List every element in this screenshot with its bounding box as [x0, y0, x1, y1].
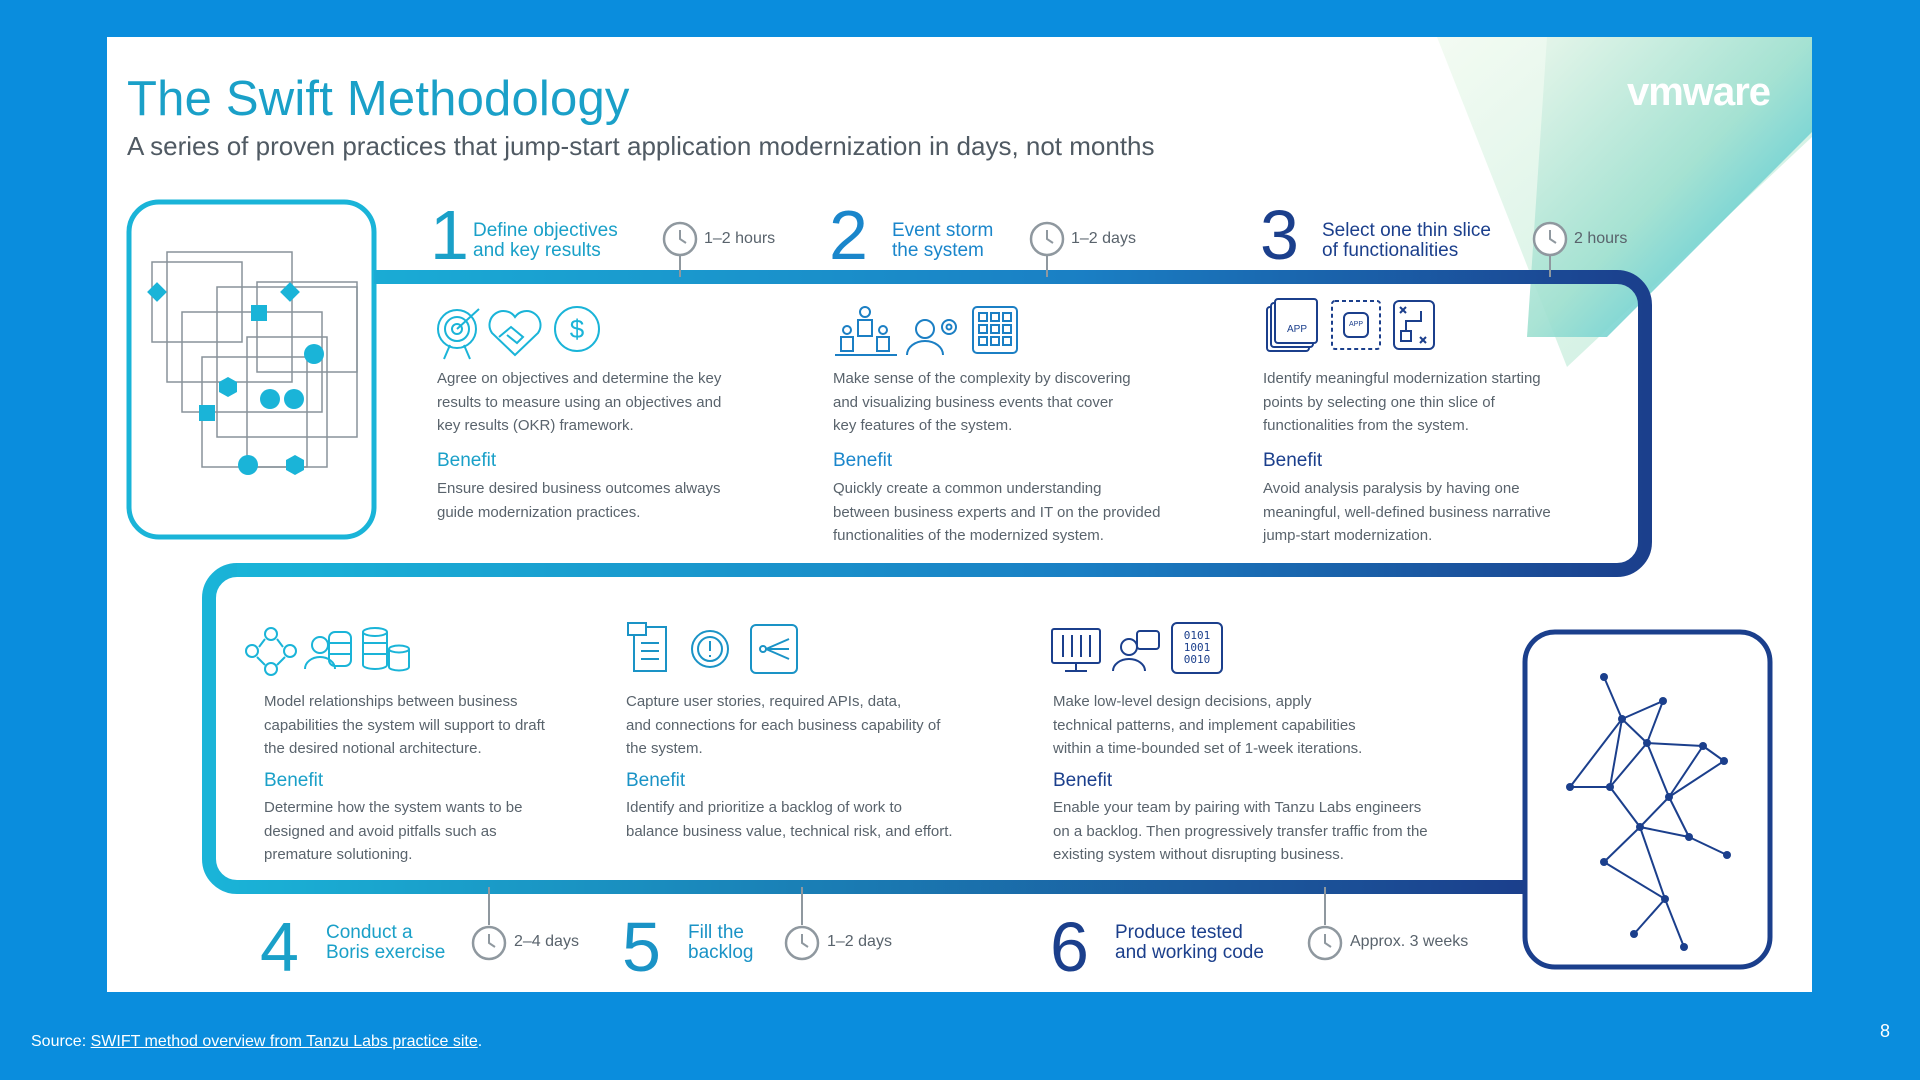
- step5-description: [626, 690, 1026, 761]
- benefit-line: Enable your team by pairing with Tanzu Labs engineers: [1053, 799, 1422, 816]
- end-box: [1525, 632, 1770, 967]
- step4-title: [326, 923, 445, 963]
- step3-title-line1: Select one thin slice: [1322, 220, 1491, 241]
- benefit-line: existing system without disrupting business.: [1053, 846, 1344, 863]
- binary-icon-text: [1172, 630, 1222, 666]
- database-icon: [363, 628, 409, 671]
- desc-line: the desired notional architecture.: [264, 740, 482, 757]
- step2-title-line2: the system: [892, 240, 984, 261]
- step2-icons: [835, 307, 1017, 355]
- step3-description: [1263, 367, 1623, 438]
- step3-benefit-label: Benefit: [1263, 450, 1323, 471]
- step5-title: [688, 923, 754, 963]
- desc-line: key features of the system.: [833, 417, 1013, 434]
- step4-benefit-label: Benefit: [264, 770, 324, 791]
- benefit-line: designed and avoid pitfalls such as: [264, 822, 497, 840]
- step5-number: 5: [622, 908, 661, 986]
- step3-title-line2: of functionalities: [1322, 240, 1459, 261]
- vmware-logo: vmware: [1627, 70, 1770, 114]
- source-note: [31, 1033, 482, 1051]
- desc-line: Model relationships between business: [264, 693, 518, 710]
- grid-icon: [973, 307, 1017, 353]
- binary-line: 0101: [1183, 629, 1211, 642]
- step3-number: 3: [1260, 196, 1299, 274]
- desc-line: points by selecting one thin slice of: [1263, 393, 1495, 411]
- desc-line: Capture user stories, required APIs, data,: [626, 693, 902, 710]
- list-icon: [751, 625, 797, 673]
- path-icon: [1394, 301, 1434, 349]
- step2-title-line1: Event storm: [892, 220, 994, 241]
- step2-number: 2: [829, 196, 868, 274]
- benefit-line: premature solutioning.: [264, 846, 413, 863]
- benefit-line: Avoid analysis paralysis by having one: [1263, 480, 1520, 497]
- step5-icons: [628, 623, 797, 673]
- benefit-line: jump-start modernization.: [1263, 527, 1433, 544]
- desc-line: functionalities from the system.: [1263, 417, 1469, 434]
- desc-line: and visualizing business events that cover: [833, 393, 1114, 411]
- desc-line: technical patterns, and implement capabilities: [1053, 716, 1356, 734]
- step6-benefit-label: Benefit: [1053, 770, 1113, 791]
- step4-benefit: [264, 796, 624, 867]
- step5-benefit: [626, 796, 1026, 843]
- binary-line: 1001: [1183, 641, 1211, 654]
- page-title: The Swift Methodology: [127, 72, 630, 126]
- step1-number: 1: [430, 196, 469, 274]
- step1-title: [473, 221, 618, 261]
- benefit-line: Ensure desired business outcomes always: [437, 480, 721, 497]
- benefit-line: Quickly create a common understanding: [833, 480, 1102, 497]
- benefit-line: on a backlog. Then progressively transfer traffic from the: [1053, 822, 1428, 840]
- desc-line: Make low-level design decisions, apply: [1053, 693, 1312, 710]
- step1-title-line2: and key results: [473, 240, 601, 261]
- desc-line: key results (OKR) framework.: [437, 417, 634, 434]
- step1-description: [437, 367, 797, 438]
- benefit-line: Determine how the system wants to be: [264, 799, 523, 816]
- desc-line: Identify meaningful modernization starting: [1263, 370, 1541, 387]
- user-database-icon: [305, 632, 351, 669]
- step3-title: [1322, 221, 1491, 261]
- desc-line: capabilities the system will support to draft: [264, 716, 545, 734]
- desc-line: Agree on objectives and determine the key: [437, 370, 722, 387]
- step6-number: 6: [1050, 908, 1089, 986]
- desc-line: Make sense of the complexity by discovering: [833, 370, 1131, 387]
- step1-benefit-label: Benefit: [437, 450, 497, 471]
- step4-icons: [246, 628, 409, 675]
- step5-title-line1: Fill the: [688, 922, 744, 943]
- step5-duration: 1–2 days: [827, 933, 892, 950]
- infographic-card: [107, 37, 1812, 992]
- monitor-sliders-icon: [1052, 629, 1100, 671]
- alert-gear-icon: [692, 631, 728, 667]
- source-link[interactable]: SWIFT method overview from Tanzu Labs practice site: [90, 1033, 478, 1050]
- benefit-line: guide modernization practices.: [437, 503, 641, 521]
- step1-title-line1: Define objectives: [473, 220, 618, 241]
- step2-description: [833, 367, 1233, 438]
- source-prefix: Source:: [31, 1033, 91, 1050]
- benefit-line: balance business value, technical risk, and effort.: [626, 822, 953, 840]
- team-icon: [835, 307, 897, 355]
- benefit-line: between business experts and IT on the provided: [833, 503, 1161, 521]
- step2-title: [892, 221, 993, 261]
- step4-description: [264, 690, 624, 761]
- benefit-line: Identify and prioritize a backlog of work to: [626, 799, 902, 816]
- target-icon: [438, 309, 479, 359]
- page-subtitle: A series of proven practices that jump-start application modernization in days, not months: [127, 131, 1155, 161]
- benefit-line: meaningful, well-defined business narrative: [1263, 503, 1551, 521]
- user-gear-icon: [907, 320, 956, 355]
- step6-title: [1115, 923, 1264, 963]
- step6-benefit: [1053, 796, 1503, 867]
- step5-benefit-label: Benefit: [626, 770, 686, 791]
- desc-line: the system.: [626, 740, 703, 757]
- step2-benefit: [833, 477, 1233, 548]
- step4-title-line1: Conduct a: [326, 922, 413, 943]
- step4-title-line2: Boris exercise: [326, 942, 446, 963]
- step6-duration: Approx. 3 weeks: [1350, 933, 1469, 950]
- desc-line: results to measure using an objectives and: [437, 393, 722, 411]
- desc-line: within a time-bounded set of 1-week iterations.: [1053, 740, 1363, 757]
- step5-title-line2: backlog: [688, 942, 754, 963]
- step4-duration: 2–4 days: [514, 933, 579, 950]
- page-number: 8: [1879, 1021, 1890, 1041]
- step4-number: 4: [260, 908, 299, 986]
- handshake-heart-icon: [489, 311, 540, 355]
- svg-text:$: $: [569, 314, 585, 344]
- user-code-icon: [1113, 631, 1159, 671]
- step3-benefit: [1263, 477, 1623, 548]
- step3-duration: 2 hours: [1574, 230, 1628, 247]
- document-icon: [628, 623, 666, 671]
- step2-duration: 1–2 days: [1071, 230, 1136, 247]
- org-icon: [246, 628, 296, 675]
- app-dashed-label: APP: [1348, 321, 1363, 328]
- source-suffix: .: [477, 1033, 483, 1050]
- benefit-line: functionalities of the modernized system.: [833, 527, 1104, 544]
- step1-duration: 1–2 hours: [704, 230, 776, 247]
- desc-line: and connections for each business capability of: [626, 716, 941, 734]
- step6-title-line1: Produce tested: [1115, 922, 1243, 943]
- binary-line: 0010: [1183, 653, 1211, 666]
- step1-benefit: [437, 477, 797, 524]
- app-icon-label: APP: [1286, 324, 1307, 335]
- step6-title-line2: and working code: [1115, 942, 1264, 963]
- step6-description: [1053, 690, 1503, 761]
- step2-benefit-label: Benefit: [833, 450, 893, 471]
